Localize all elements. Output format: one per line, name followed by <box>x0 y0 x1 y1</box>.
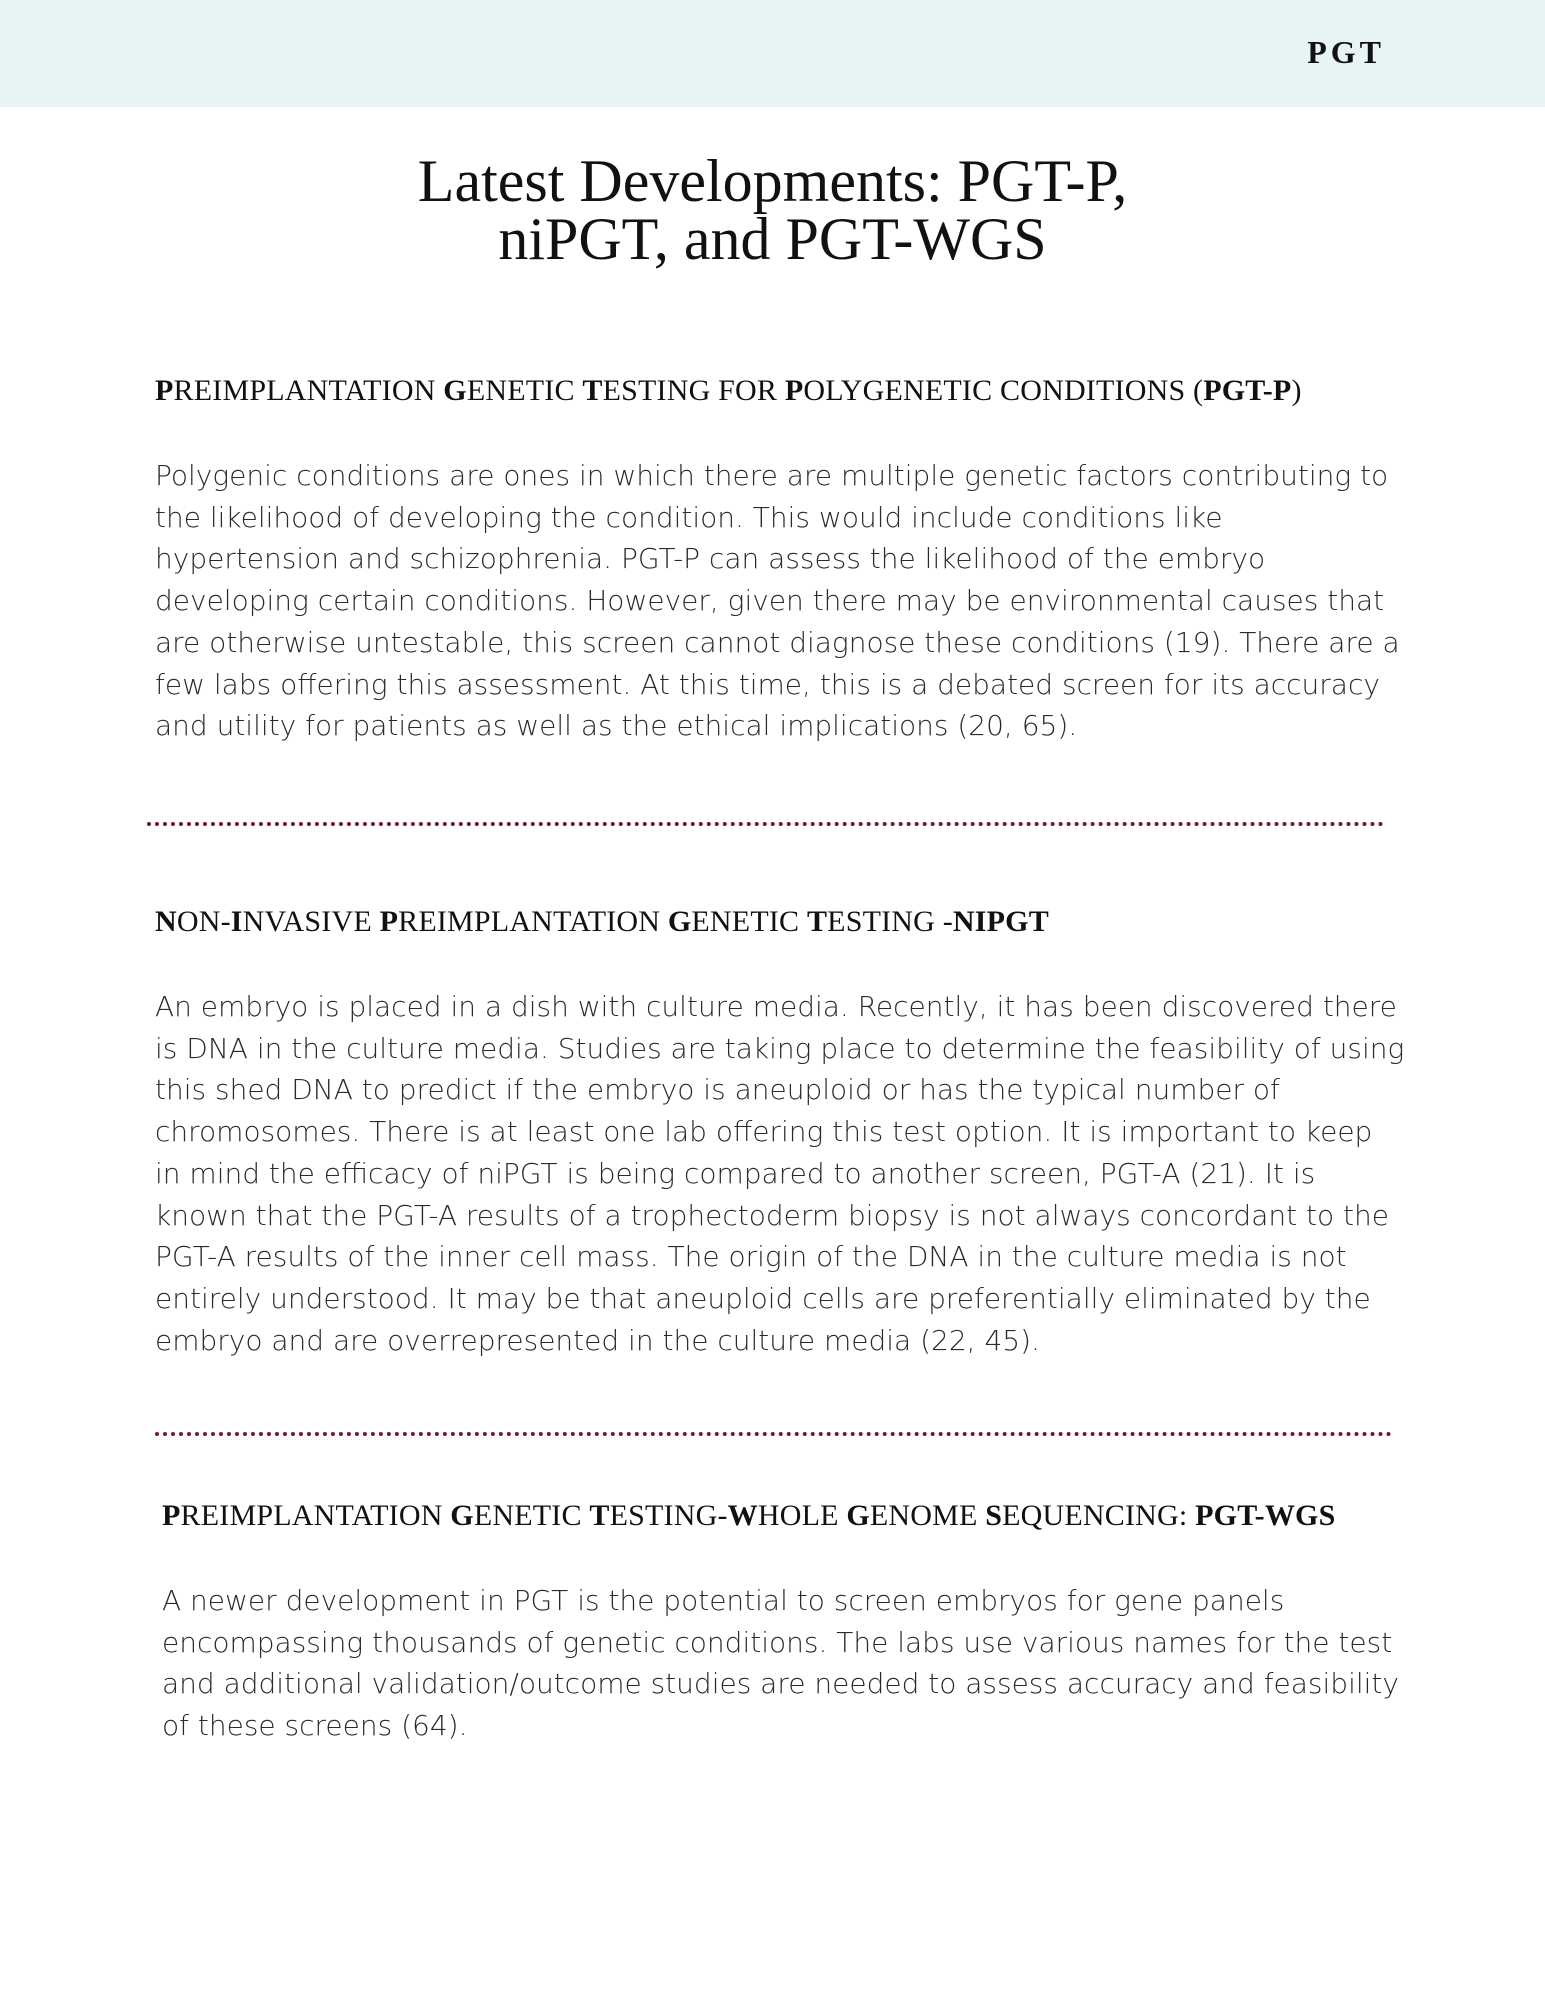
heading-fragment: EQUENCING: <box>1002 1499 1196 1532</box>
heading-fragment: NVASIVE <box>242 905 380 938</box>
heading-fragment: ENETIC <box>466 374 583 407</box>
heading-fragment: OLYGENETIC CONDITIONS ( <box>803 374 1204 407</box>
section-body-pgt-wgs: A newer development in PGT is the potential to screen embryos for gene panels encompassing thousands of genetic conditions. The labs use various names for the test and additional validation/outcome studies are needed to assess accuracy and feasibility of these screens (64). <box>162 1584 1399 1743</box>
heading-fragment: T <box>589 1499 610 1532</box>
heading-fragment: S <box>985 1499 1003 1532</box>
heading-fragment: P <box>784 374 804 407</box>
heading-fragment: P <box>155 374 174 407</box>
heading-fragment: N <box>155 905 177 938</box>
heading-fragment: ESTING- <box>609 1499 728 1532</box>
heading-fragment: G <box>443 374 467 407</box>
heading-fragment: T <box>806 905 828 938</box>
page-title <box>0 148 1545 272</box>
page-title-line-2: niPGT, and PGT-WGS <box>498 206 1047 272</box>
heading-fragment: REIMPLANTATION <box>173 374 444 407</box>
heading-fragment: ENETIC <box>691 905 807 938</box>
heading-fragment: PGT-P <box>1203 374 1292 407</box>
heading-fragment: PGT-WGS <box>1195 1499 1336 1532</box>
heading-fragment: REIMPLANTATION <box>398 905 668 938</box>
header-band <box>0 0 1545 107</box>
heading-fragment: ENOME <box>869 1499 986 1532</box>
heading-fragment: NIPGT <box>952 905 1049 938</box>
section-divider <box>155 1432 1392 1436</box>
heading-fragment: ESTING FOR <box>602 374 785 407</box>
section-body-nipgt: An embryo is placed in a dish with culture media. Recently, it has been discovered there is DNA in the culture media. Studies are taking place to determine the feasibility of using this shed DNA to predict if the embryo is aneuploid or has the typical number of chromosomes. There is at least one lab offering this test option. It is important to keep in mind the efficacy of niPGT is being compared to another screen, PGT-A (21). It is known that the PGT-A results of a trophectoderm biopsy is not always concordant to the PGT-A results of the inner cell mass. The origin of the DNA in the culture media is not entirely understood. It may be that aneuploid cells are preferentially eliminated by the embryo and are overrepresented in the culture media (22, 45). <box>155 990 1405 1357</box>
heading-fragment: P <box>379 905 399 938</box>
heading-fragment: ON- <box>176 905 231 938</box>
section-heading-nipgt <box>155 905 1049 939</box>
heading-fragment: G <box>846 1499 870 1532</box>
section-body-pgt-p: Polygenic conditions are ones in which there are multiple genetic factors contributing to the likelihood of developing the condition. This would include conditions like hypertension and schizophrenia. PGT-P can assess the likelihood of the embryo developing certain conditions. However, given there may be environmental causes that are otherwise untestable, this screen cannot diagnose these conditions (19). There are a few labs offering this assessment. At this time, this is a debated screen for its accuracy and utility for patients as well as the ethical implications (20, 65). <box>155 459 1400 743</box>
section-divider <box>147 822 1384 826</box>
page-title-line-1: Latest Developments: PGT-P, <box>417 148 1128 214</box>
section-heading-pgt-p <box>155 374 1302 408</box>
header-label: PGT <box>1307 34 1385 70</box>
heading-fragment: ENETIC <box>473 1499 590 1532</box>
heading-fragment: REIMPLANTATION <box>180 1499 451 1532</box>
heading-fragment: T <box>582 374 603 407</box>
heading-fragment: G <box>667 905 692 938</box>
heading-fragment: ESTING - <box>827 905 953 938</box>
heading-fragment: G <box>450 1499 474 1532</box>
heading-fragment: W <box>727 1499 758 1532</box>
heading-fragment: HOLE <box>757 1499 847 1532</box>
heading-fragment: ) <box>1291 374 1302 407</box>
section-heading-pgt-wgs <box>162 1499 1335 1533</box>
heading-fragment: I <box>230 905 243 938</box>
heading-fragment: P <box>162 1499 181 1532</box>
